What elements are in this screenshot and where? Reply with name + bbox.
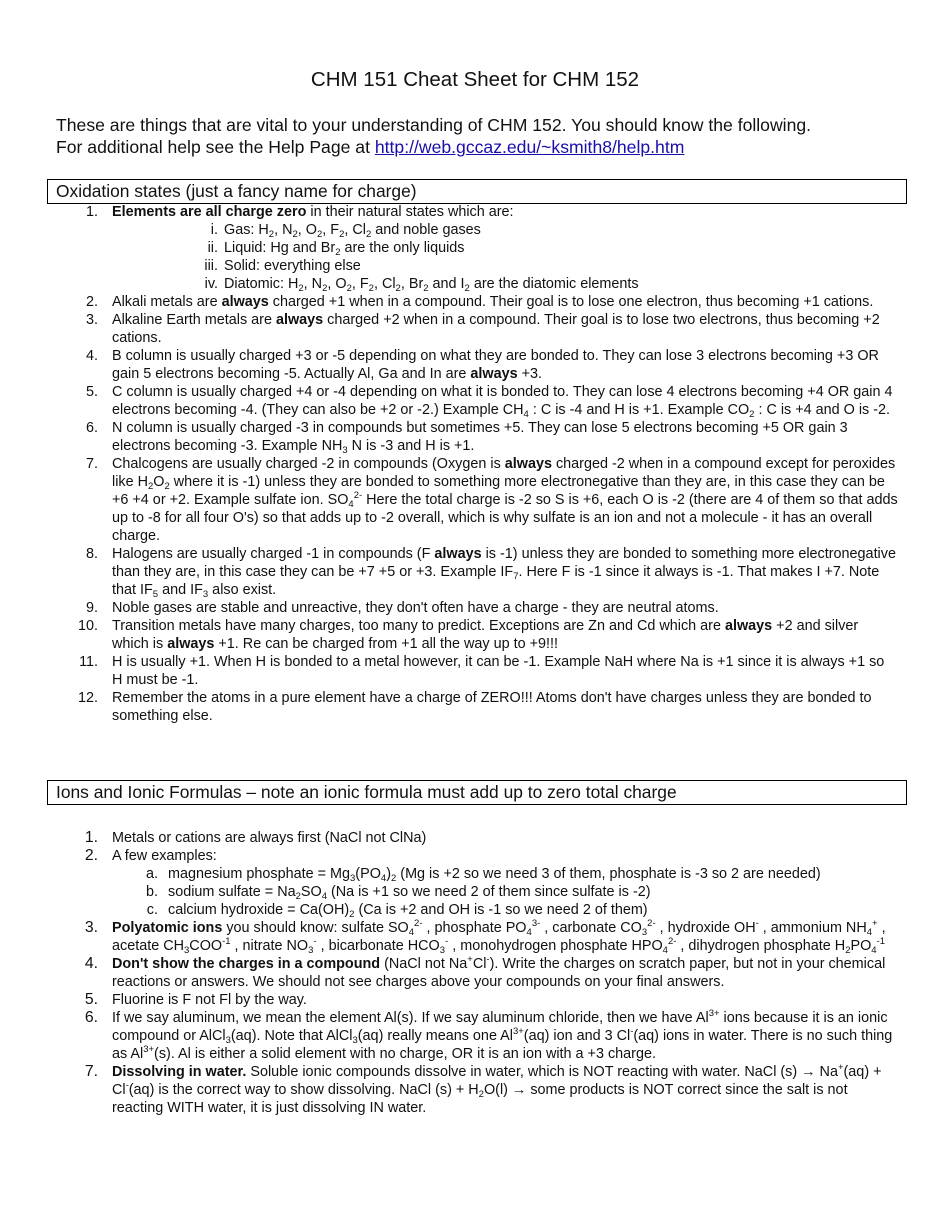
list-item: 4. B column is usually charged +3 or -5 depending on what they are bonded to. They can lose 3 electrons becoming +3 OR gain 5 electrons becoming -5. Actually Al, Ga and In are always +3.: [0, 347, 950, 383]
item-number: 8.: [85, 546, 98, 562]
list-item: 6. N column is usually charged -3 in compounds but sometimes +5. They can lose 5 electrons becoming +5 OR gain 3 electrons becoming -3. Example $NH_3$ N is -3 and H is +1.: [0, 419, 950, 455]
list-item: 11. H is usually +1. When H is bonded to a metal however, it can be -1. Example NaH where Na is +1 since it is always +1 so H must be -1.: [0, 653, 950, 689]
item-number: 7.: [84, 1063, 98, 1080]
intro-line-2: For additional help see the Help Page at: [56, 137, 375, 157]
item-number: 6.: [84, 1009, 98, 1026]
sub-item: i. Gas: $H_2$, $N_2$, $O_2$, $F_2$, $Cl_2$ and noble gases: [112, 221, 898, 239]
sub-item-number: i.: [210, 222, 218, 238]
list-item: 8. Halogens are usually charged -1 in compounds (F always is -1) unless they are bonded to something more electronegative than they are, in this case they can be +7 +5 or +3. Example $IF_7$. Here F is -1 since it always is -1. That makes I +7. Note that $IF_5$ and $IF_3$ also exist.: [0, 545, 950, 599]
item-number: 3.: [85, 312, 98, 328]
item-number: 9.: [85, 600, 98, 616]
sub-item-number: iv.: [204, 276, 218, 292]
section-heading-ionic-formulas: Ions and Ionic Formulas – note an ionic formula must add up to zero total charge: [47, 780, 907, 805]
item-number: 4.: [85, 348, 98, 364]
sub-item-letter: a.: [145, 866, 158, 882]
item-number: 2.: [85, 294, 98, 310]
sub-item: c. calcium hydroxide = $Ca(OH)_2$ (Ca is +2 and OH is -1 so we need 2 of them): [112, 901, 898, 919]
item-text: Elements are all charge zero in their natural states which are:: [112, 204, 514, 220]
list-item: 3. Polyatomic ions you should know: sulfate $SO_4^{2-}$ , phosphate $PO_4^{3-}$ , carbonate $CO_3^{2-}$ , hydroxide OH- , ammonium $NH_4^+$ , acetate $CH_3COO^{-1}$ , nitrate $NO_3^-$ , bicarbonate $HCO_3^-$ , monohydrogen phosphate $HPO_4^{2-}$ , dihydrogen phosphate $H_2PO_4^{-1}$: [0, 919, 950, 955]
list-item: 2. A few examples: a. magnesium phosphate = $Mg_3(PO_4)_2$ (Mg is +2 so we need 3 of them, phosphate is -3 so 2 are needed) b. sodium sulfate = $Na_2SO_4$ (Na is +1 so we need 2 of them since sulfate is -2) c. calcium hydroxide = $Ca(OH)_2$ (Ca is +2 and OH is -1 so we need 2 of them): [0, 847, 950, 919]
sub-item: iii. Solid: everything else: [112, 257, 898, 275]
sub-item-number: iii.: [204, 258, 218, 274]
page-title: CHM 151 Cheat Sheet for CHM 152: [310, 68, 640, 91]
sub-item-number: ii.: [207, 240, 218, 256]
list-item: 5. C column is usually charged +4 or -4 depending on what it is bonded to. They can lose 4 electrons becoming +4 OR gain 4 electrons becoming -4. (They can also be +2 or -2.) Example $CH_4$ : C is -4 and H is +1. Example $CO_2$ : C is +4 and O is -2.: [0, 383, 950, 419]
section-heading-oxidation-states: Oxidation states (just a fancy name for charge): [47, 179, 907, 204]
list-item: 9. Noble gases are stable and unreactive, they don't often have a charge - they are neutral atoms.: [0, 599, 950, 617]
list-item: 6. If we say aluminum, we mean the element Al(s). If we say aluminum chloride, then we have $Al^{3+}$ ions because it is an ionic compound or AlCl$_3$(aq). Note that AlCl$_3$(aq) really means one $Al^{3+}(aq)$ ion and 3 Cl-(aq) ions in water. There is no such thing as $Al^{3+}(s)$. Al is either a solid element with no charge, OR it is an ion with a +3 charge.: [0, 1009, 950, 1063]
item-number: 12.: [77, 690, 98, 706]
list-item: 10. Transition metals have many charges, too many to predict. Exceptions are Zn and Cd which are always +2 and silver which is always +1. Re can be charged from +1 all the way up to +9!!!: [0, 617, 950, 653]
list-item: 4. Don't show the charges in a compound (NaCl not Na+Cl-). Write the charges on scratch paper, but not in your chemical reactions or answers. We should not see charges above your compounds on your final answers.: [0, 955, 950, 991]
examples-sublist: [112, 865, 898, 919]
list-item: 2. Alkali metals are always charged +1 when in a compound. Their goal is to lose one electron, thus becoming +1 cations.: [0, 293, 950, 311]
item-number: 5.: [84, 991, 98, 1008]
intro-line-1: These are things that are vital to your understanding of CHM 152. You should know the following.: [56, 115, 812, 135]
item-number: 2.: [84, 847, 98, 864]
intro-paragraph: [56, 114, 926, 158]
list-item: [0, 203, 950, 293]
item-number: 6.: [85, 420, 98, 436]
list-item: 3. Alkaline Earth metals are always charged +2 when in a compound. Their goal is to lose two electrons, thus becoming +2 cations.: [0, 311, 950, 347]
item-number: 3.: [84, 919, 98, 936]
sub-item: ii. Liquid: Hg and $Br_2$ are the only liquids: [112, 239, 898, 257]
item-number: 5.: [85, 384, 98, 400]
oxidation-states-list: [0, 203, 950, 725]
sublist: [112, 221, 898, 293]
sub-item: a. magnesium phosphate = $Mg_3(PO_4)_2$ (Mg is +2 so we need 3 of them, phosphate is -3 so 2 are needed): [112, 865, 898, 883]
list-item: 7. Chalcogens are usually charged -2 in compounds (Oxygen is always charged -2 when in a compound except for peroxides like $H_2O_2$ where it is -1) unless they are bonded to something more electronegative than they are, in this case they can be +6 +4 or +2. Example sulfate ion. $SO_4^{2-}$ Here the total charge is -2 so S is +6, each O is -2 (there are 4 of them so that adds up to -8 for all four O's) so that adds up to -2 overall, which is why sulfate is an ion and not a molecule - it has an overall charge.: [0, 455, 950, 545]
item-number: 10.: [77, 618, 98, 634]
list-item: 12. Remember the atoms in a pure element have a charge of ZERO!!! Atoms don't have charges unless they are bonded to something else.: [0, 689, 950, 725]
item-number: 1.: [84, 829, 98, 846]
list-item: 7. Dissolving in water. Soluble ionic compounds dissolve in water, which is NOT reacting with water. NaCl (s) → Na+(aq) + Cl-(aq) is the correct way to show dissolving. NaCl $(s) + H_2O(l)$ → some products is NOT correct since the salt is not reacting WITH water, it is just dissolving IN water.: [0, 1063, 950, 1117]
sub-item: iv. Diatomic: $H_2$, $N_2$, $O_2$, $F_2$, $Cl_2$, $Br_2$ and $I_2$ are the diatomic elements: [112, 275, 898, 293]
item-number: 7.: [85, 456, 98, 472]
sub-item-letter: c.: [146, 902, 158, 918]
sub-item: b. sodium sulfate = $Na_2SO_4$ (Na is +1 so we need 2 of them since sulfate is -2): [112, 883, 898, 901]
sub-item-letter: b.: [145, 884, 158, 900]
ionic-formulas-list: [0, 829, 950, 1117]
help-page-link[interactable]: http://web.gccaz.edu/~ksmith8/help.htm: [374, 137, 685, 157]
item-number: 1.: [85, 204, 98, 220]
item-number: 11.: [79, 654, 98, 670]
list-item: 5. Fluorine is F not Fl by the way.: [0, 991, 950, 1009]
item-number: 4.: [84, 955, 98, 972]
list-item: 1. Metals or cations are always first (NaCl not ClNa): [0, 829, 950, 847]
